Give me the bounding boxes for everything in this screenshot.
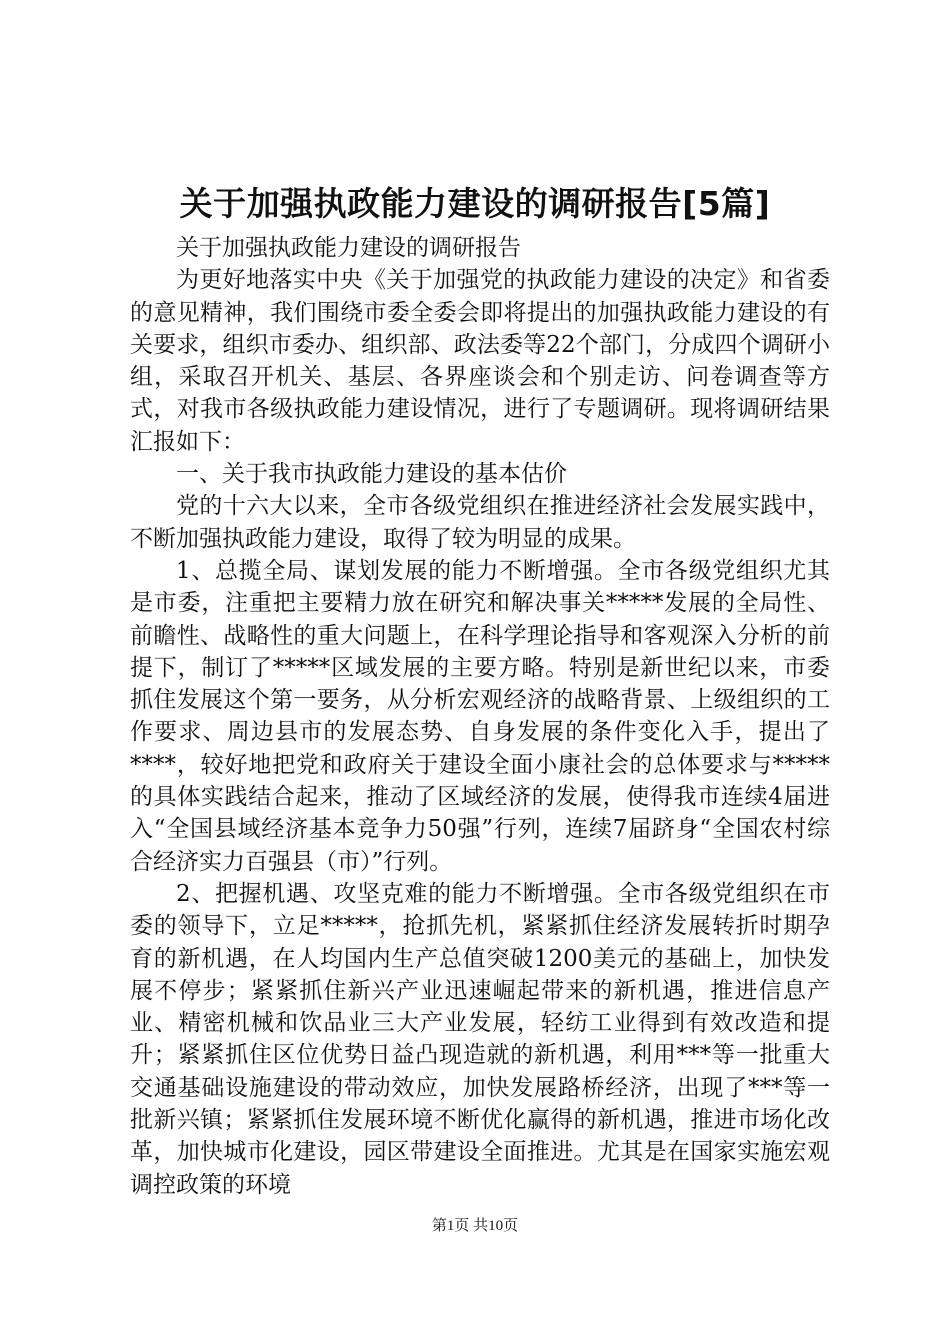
paragraph-point-2: 2、把握机遇、攻坚克难的能力不断增强。全市各级党组织在市委的领导下，立足*****，抢抓先机，紧紧抓住经济发展转折时期孕育的新机遇，在人均国内生产总值突破1200美元的基础上，加快发展不停步；紧紧抓住新兴产业迅速崛起带来的新机遇，推进信息产业、精密机械和饮品业三大产业发展，轻纺工业得到有效改造和提升；紧紧抓住区位优势日益凸现造就的新机遇，利用***等一批重大交通基础设施建设的带动效应，加快发展路桥经济，出现了***等一批新兴镇；紧紧抓住发展环境不断优化赢得的新机遇，推进市场化改革，加快城市化建设，园区带建设全面推进。尤其是在国家实施宏观调控政策的环境 (130, 880, 830, 1198)
page-title: 关于加强执政能力建设的调研报告[5篇] (179, 184, 771, 223)
document-body (130, 232, 830, 1201)
section-heading: 一、关于我市执政能力建设的基本估价 (176, 461, 567, 488)
paragraph-summary: 党的十六大以来，全市各级党组织在推进经济社会发展实践中，不断加强执政能力建设，取得了较为明显的成果。 (130, 493, 830, 552)
page-number-footer: 第1页 共10页 (431, 1218, 519, 1234)
paragraph-intro: 为更好地落实中央《关于加强党的执政能力建设的决定》和省委的意见精神，我们围绕市委全委会即将提出的加强执政能力建设的有关要求，组织市委办、组织部、政法委等22个部门，分成四个调研小组，采取召开机关、基层、各界座谈会和个别走访、问卷调查等方式，对我市各级执政能力建设情况，进行了专题调研。现将调研结果汇报如下： (130, 267, 830, 455)
paragraph-subtitle: 关于加强执政能力建设的调研报告 (176, 235, 521, 261)
paragraph-point-1: 1、总揽全局、谋划发展的能力不断增强。全市各级党组织尤其是市委，注重把主要精力放在研究和解决事关*****发展的全局性、前瞻性、战略性的重大问题上，在科学理论指导和客观深入分析的前提下，制订了*****区域发展的主要方略。特别是新世纪以来，市委抓住发展这个第一要务，从分析宏观经济的战略背景、上级组织的工作要求、周边县市的发展态势、自身发展的条件变化入手，提出了****，较好地把党和政府关于建设全面小康社会的总体要求与*****的具体实践结合起来，推动了区域经济的发展，使得我市连续4届进入“全国县域经济基本竞争力50强”行列，连续7届跻身“全国农村综合经济实力百强县（市）”行列。 (130, 557, 830, 875)
